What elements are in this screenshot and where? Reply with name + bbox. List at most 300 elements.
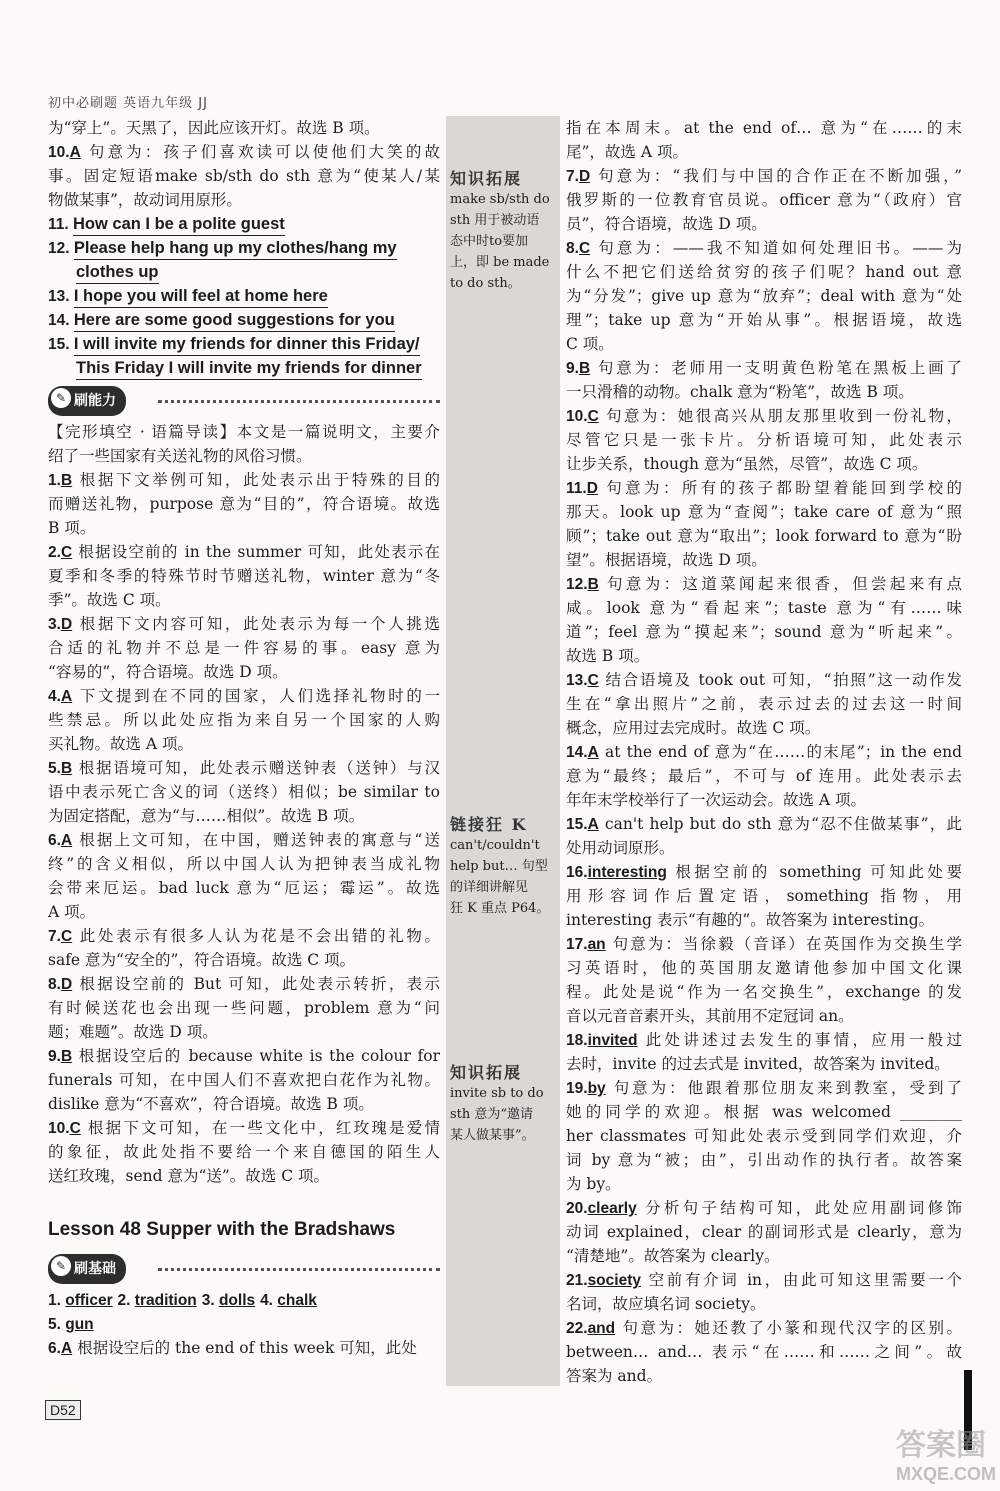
item-text: 此处表示有很多人认为花是不会出错的礼物。 — [72, 927, 440, 945]
item-text: 根据下文举例可知，此处表示出于特殊的目的 — [72, 471, 440, 489]
cloze-item-line — [48, 1116, 440, 1140]
cloze-item-line — [48, 732, 440, 756]
item-number: 3. — [201, 1292, 219, 1309]
item-text: 根据设空前的 in the summer 可知，此处表示在 — [72, 543, 440, 561]
cloze-item-line — [48, 1140, 440, 1164]
answer-item-line — [566, 596, 962, 620]
item-text: 一只滑稽的动物。chalk 意为“粉笔”，故选 B 项。 — [566, 383, 914, 401]
item-answer: A — [587, 816, 599, 833]
item-text: 根据语境可知，此处表示赠送钟表（送钟）与汉 — [72, 759, 440, 777]
note-line: 某人做某事”。 — [450, 1128, 535, 1143]
note-line: 狂 K 重点 P64。 — [450, 901, 550, 916]
item-text: 俄罗斯的一位教育官员说。officer 意为“（政府）官 — [566, 191, 962, 209]
answer-item-line — [566, 1340, 962, 1364]
answer-item-line — [566, 1220, 962, 1244]
answer-item-line — [566, 1364, 962, 1388]
item-text: 夏季和冬季的特殊节时节赠送礼物，winter 意为“冬 — [48, 567, 440, 585]
item-text: 根据下文可知，在一些文化中，红玫瑰是爱情 — [80, 1119, 440, 1137]
item-text: at the end of 意为“在……的末尾”；in the end — [598, 743, 962, 761]
sentence-answer-line — [48, 308, 440, 332]
item-text: 概念，应用过去完成时。故选 C 项。 — [566, 719, 821, 737]
answer-item-line — [566, 524, 962, 548]
item-number: 15. — [566, 816, 588, 833]
item-number: 6. — [48, 1340, 61, 1357]
sentence-answer: Here are some good suggestions for you — [74, 308, 395, 332]
margin-note-band — [446, 116, 560, 1386]
item-number: 22. — [566, 1320, 588, 1337]
cloze-item-line — [48, 636, 440, 660]
item-answer: chalk — [277, 1292, 317, 1309]
cloze-item-line — [48, 1092, 440, 1116]
item-text: 去时，invite 的过去式是 invited，故答案为 invited。 — [566, 1055, 950, 1073]
note-line: 的详细讲解见 — [450, 880, 529, 895]
cloze-item-line — [48, 1068, 440, 1092]
sentence-answer: This Friday I will invite my friends for dinner — [76, 356, 422, 380]
answer-item-line — [566, 380, 962, 404]
note-line: sth 用于被动语 — [450, 213, 540, 228]
item-text: 理”；take up 意为“开始从事”。根据语境，故选 — [566, 311, 962, 329]
item-text: 年年末学校举行了一次运动会。故选 A 项。 — [566, 791, 867, 809]
item-text: 终”的含义相似，所以中国人认为把钟表当成礼物 — [48, 855, 440, 873]
cloze-item-line — [48, 660, 440, 684]
item-number: 15. — [48, 336, 74, 353]
intro-line: 【完形填空 · 语篇导读】本文是一篇说明文，主要介 — [48, 423, 440, 441]
answer-item-line — [566, 164, 962, 188]
item-text: 为“穿上”。天黑了，因此应该开灯。故选 B 项。 — [48, 119, 380, 137]
item-answer: A — [69, 144, 81, 161]
item-number: 7. — [48, 928, 61, 945]
item-number: 13. — [48, 288, 74, 305]
basics-line — [48, 1336, 440, 1360]
item-answer: C — [587, 408, 599, 425]
sentence-answer: I hope you will feel at home here — [74, 284, 328, 308]
item-text: 根据设空后的 because white is the colour for — [72, 1047, 440, 1065]
basics-line — [48, 1312, 440, 1336]
item-text: 根据下文内容可知，此处表示为每一个人挑选 — [72, 615, 440, 633]
item-text: 那天。look up 意为“查阅”；take care of 意为“照 — [566, 503, 962, 521]
item-answer: interesting — [587, 864, 667, 881]
item-text: 事。固定短语make sb/sth do sth 意为“使某人/某 — [48, 167, 440, 185]
basics-line — [48, 1288, 440, 1312]
item-text: 物做某事”，故动词用原形。 — [48, 191, 242, 209]
item-answer: B — [587, 576, 599, 593]
item-text: 员”，符合语境，故选 D 项。 — [566, 215, 767, 233]
item-answer: C — [578, 240, 591, 257]
item-number: 3. — [48, 616, 61, 633]
section-title: 刷能力 — [74, 393, 116, 409]
item-text: 意为“最终；最后”，不可与 of 连用。此处表示去 — [566, 767, 962, 785]
note-line: can't/couldn't — [450, 838, 540, 853]
item-text: can't help but do sth 意为“忍不住做某事”，此 — [598, 815, 962, 833]
item-number: 12. — [566, 576, 588, 593]
intro-line: 绍了一些国家有关送礼物的风俗习惯。 — [48, 447, 312, 465]
item-text: 为 by。 — [566, 1175, 621, 1193]
item-text: 句意为：这道菜闻起来很香，但尝起来有点 — [598, 575, 962, 593]
answer-item-line — [566, 476, 962, 500]
section-header-ability — [48, 386, 440, 420]
item-text: 动词 explained，clear 的副词形式是 clearly，意为 — [566, 1223, 962, 1241]
item-text: 用形容词作后置定语，something 指物，用 — [566, 887, 962, 905]
sentence-answer: clothes up — [76, 260, 159, 284]
sentence-answer: I will invite my friends for dinner this Friday/ — [74, 332, 420, 356]
answer-item-line — [566, 1076, 962, 1100]
item-number: 4. — [260, 1292, 278, 1309]
item-text: C 项。 — [566, 335, 614, 353]
item-text: 句意为：她还教了小篆和现代汉字的区别。 — [615, 1319, 962, 1337]
cloze-item-line — [48, 900, 440, 924]
item-text: 有时候送花也会出现一些问题，problem 意为“问 — [48, 999, 440, 1017]
item-text: 为“分发”；give up 意为“放弃”；deal with 意为“处 — [566, 287, 962, 305]
answer-item-line — [566, 260, 962, 284]
answer-item-line — [566, 1004, 962, 1028]
item-answer: invited — [587, 1032, 638, 1049]
item-answer: C — [69, 1120, 81, 1137]
answer-item-line — [566, 1028, 962, 1052]
answer-item-line — [566, 1196, 962, 1220]
item-text: 句意为：所有的孩子都盼望着能回到学校的 — [597, 479, 962, 497]
item-text: funerals 可知，在中国人们不喜欢把白花作为礼物。 — [48, 1071, 440, 1089]
answer-item-line — [566, 212, 962, 236]
item-answer: A — [60, 832, 73, 849]
item-text: 语中表示死亡含义的词（送终）相似；be similar to — [48, 783, 440, 801]
running-header: 初中必刷题 英语九年级 JJ — [48, 96, 208, 111]
item-text: 尽管它只是一张卡片。分析语境可知，此处表示 — [566, 431, 962, 449]
watermark — [896, 1420, 996, 1485]
item-text: 咸。look 意为“看起来”；taste 意为“有……味 — [566, 599, 962, 617]
answer-item-line — [566, 188, 962, 212]
answer-item-line — [566, 548, 962, 572]
cloze-item-line — [48, 540, 440, 564]
answer-item-line — [566, 908, 962, 932]
item-text: 为固定搭配，意为“与……相似”。故选 B 项。 — [48, 807, 365, 825]
note-line: 态中时to要加 — [450, 234, 529, 249]
dotted-rule — [158, 1268, 440, 1271]
item-text: 句意为：她很高兴从朋友那里收到一份礼物， — [598, 407, 962, 425]
note-line: invite sb to do — [450, 1086, 544, 1101]
answer-item-line — [566, 980, 962, 1004]
answer-item-line — [566, 1124, 962, 1148]
cloze-item-line — [48, 828, 440, 852]
item-number: 21. — [566, 1272, 588, 1289]
answer-item-line — [566, 956, 962, 980]
item-text: 结合语境及 took out 可知，“拍照”这一动作发 — [598, 671, 962, 689]
section-title: 刷基础 — [74, 1261, 116, 1277]
answer-item-line — [566, 644, 962, 668]
item-text: 此处讲述过去发生的事情，应用一般过 — [637, 1031, 962, 1049]
sentence-answer-line — [48, 236, 440, 260]
item-text: 根据空前的 something 可知此处要 — [666, 863, 962, 881]
answer-item-line — [566, 236, 962, 260]
item-number: 17. — [566, 936, 588, 953]
item-text: B 项。 — [48, 519, 96, 537]
sentence-answer-line — [48, 212, 440, 236]
item-number: 11. — [566, 480, 587, 497]
answer-item-line — [566, 740, 962, 764]
item-text: between… and… 表示“在……和……之间”。故 — [566, 1343, 962, 1361]
answer-item-line — [566, 1148, 962, 1172]
cloze-item-line — [48, 804, 440, 828]
cloze-item-line — [48, 1020, 440, 1044]
sentence-answer-line — [48, 332, 440, 356]
item-number: 6. — [48, 832, 61, 849]
answer-item-line — [566, 884, 962, 908]
answer-item-line — [566, 620, 962, 644]
item-answer: C — [60, 544, 73, 561]
answer-item-line — [566, 668, 962, 692]
item-number: 9. — [48, 1048, 61, 1065]
item-number: 1. — [48, 1292, 66, 1309]
page-number: D52 — [45, 1400, 81, 1420]
answer-item-line — [566, 356, 962, 380]
item-number: 16. — [566, 864, 588, 881]
item-answer: A — [60, 688, 73, 705]
item-text: 下文提到在不同的国家，人们选择礼物时的一 — [72, 687, 440, 705]
item-answer: A — [587, 744, 599, 761]
note-line: sth 意为“邀请 — [450, 1107, 534, 1122]
right-column — [566, 116, 962, 1388]
text-line — [48, 140, 440, 164]
sentence-answer: Please help hang up my clothes/hang my — [74, 236, 397, 260]
note-line: to do sth。 — [450, 276, 521, 291]
watermark-url: MXQE.COM — [895, 1464, 996, 1484]
answer-item-line — [566, 428, 962, 452]
answer-item-line — [566, 1052, 962, 1076]
item-text: 顾”；take out 意为“取出”；look forward to 意为“盼 — [566, 527, 962, 545]
item-text: 根据上文可知，在中国，赠送钟表的寓意与“送 — [72, 831, 440, 849]
item-text: 题；难题”。故选 D 项。 — [48, 1023, 218, 1041]
item-text: 什么不把它们送给贫穷的孩子们呢？hand out 意 — [566, 263, 962, 281]
cloze-item-line — [48, 852, 440, 876]
item-number: 20. — [566, 1200, 588, 1217]
sentence-answer-line — [48, 260, 440, 284]
item-text: 的象征，故此处指不要给一个来自德国的陌生人 — [48, 1143, 440, 1161]
item-number: 14. — [48, 312, 74, 329]
cloze-item-line — [48, 492, 440, 516]
margin-note — [450, 814, 560, 919]
item-number: 11. — [48, 216, 73, 233]
item-number: 5. — [48, 760, 61, 777]
answer-item-line — [566, 1244, 962, 1268]
sentence-answer: How can I be a polite guest — [73, 212, 285, 236]
item-text: 处用动词原形。 — [566, 839, 675, 857]
cloze-item-line — [48, 1164, 440, 1188]
answer-item-line — [566, 1316, 962, 1340]
item-answer: A — [60, 1340, 73, 1357]
item-text: 生在“拿出照片”之前，表示过去的过去这一时间 — [566, 695, 962, 713]
item-answer: officer — [65, 1292, 113, 1309]
item-text: “清楚地”。故答案为 clearly。 — [566, 1247, 780, 1265]
item-text: 合适的礼物并不总是一件容易的事。easy 意为 — [48, 639, 440, 657]
cloze-item-line — [48, 708, 440, 732]
item-number: 12. — [48, 240, 74, 257]
item-answer: tradition — [134, 1292, 197, 1309]
answer-item-line — [566, 1292, 962, 1316]
answer-item-line — [566, 692, 962, 716]
item-text: 句意为：——我不知道如何处理旧书。——为 — [590, 239, 962, 257]
answer-item-line — [566, 284, 962, 308]
item-text: 空前有介词 in，由此可知这里需要一个 — [640, 1271, 962, 1289]
margin-note — [450, 168, 560, 294]
section-badge — [48, 386, 126, 416]
answer-item-line — [566, 788, 962, 812]
cloze-item-line — [48, 948, 440, 972]
item-answer: B — [60, 1048, 73, 1065]
item-number: 1. — [48, 472, 61, 489]
cloze-item-line — [48, 876, 440, 900]
note-title: 知识拓展 — [450, 1063, 523, 1082]
item-text: 让步关系，though 意为“虽然，尽管”，故选 C 项。 — [566, 455, 928, 473]
item-text: 买礼物。故选 A 项。 — [48, 735, 194, 753]
item-text: 句意为：他跟着那位朋友来到教室，受到了 — [605, 1079, 962, 1097]
note-title: 链接狂 K — [450, 815, 528, 834]
answer-item-line — [566, 716, 962, 740]
item-number: 8. — [566, 240, 579, 257]
item-number: 10. — [48, 1120, 70, 1137]
item-text: 词 by 意为“被；由”，引出动作的执行者。故答案 — [566, 1151, 962, 1169]
item-text: 句意为：当徐毅（音译）在英国作为交换生学 — [605, 935, 962, 953]
answer-item-line — [566, 308, 962, 332]
item-answer: D — [578, 168, 591, 185]
cloze-item-line — [48, 684, 440, 708]
cloze-item-line — [48, 756, 440, 780]
lesson-title: Lesson 48 Supper with the Bradshaws — [48, 1219, 396, 1240]
item-number: 4. — [48, 688, 61, 705]
brush-icon: ✎ — [51, 388, 71, 408]
item-answer: society — [587, 1272, 641, 1289]
item-number: 14. — [566, 744, 588, 761]
note-line: make sb/sth do — [450, 192, 550, 207]
item-text: 音以元音音素开头，其前用不定冠词 an。 — [566, 1007, 854, 1025]
item-number: 10. — [48, 144, 70, 161]
answer-item-line — [566, 1100, 962, 1124]
section-header-basics — [48, 1254, 440, 1288]
note-title: 知识拓展 — [450, 169, 523, 188]
item-answer: clearly — [587, 1200, 637, 1217]
note-line: help but… 句型 — [450, 859, 548, 874]
answer-item-line — [566, 1172, 962, 1196]
item-text: 句意为：老师用一支明黄色粉笔在黑板上画了 — [590, 359, 962, 377]
item-text: 根据设空后的 the end of this week 可知，此处 — [72, 1339, 417, 1357]
answer-item-line — [566, 836, 962, 860]
item-text: 名词，故应填名词 society。 — [566, 1295, 766, 1313]
item-number: 5. — [48, 1316, 66, 1333]
cloze-item-line — [48, 612, 440, 636]
item-text: 程。此处是说“作为一名交换生”，exchange 的发 — [566, 983, 962, 1001]
item-answer: D — [60, 976, 73, 993]
item-text: “容易的”，符合语境。故选 D 项。 — [48, 663, 288, 681]
item-text: interesting 表示“有趣的”。故答案为 interesting。 — [566, 911, 935, 929]
answer-item-line — [566, 572, 962, 596]
cloze-item-line — [48, 468, 440, 492]
item-answer: D — [586, 480, 598, 497]
item-text: dislike 意为“不喜欢”，符合语境。故选 B 项。 — [48, 1095, 374, 1113]
item-text: 句意为：“我们与中国的合作正在不断加强，” — [590, 167, 962, 185]
answer-item-line — [566, 452, 962, 476]
sentence-answer-line — [48, 356, 440, 380]
item-text: 而赠送礼物，purpose 意为“目的”，符合语境。故选 — [48, 495, 440, 513]
item-answer: gun — [65, 1316, 94, 1333]
text-line: 尾”，故选 A 项。 — [566, 143, 688, 161]
brush-icon: ✎ — [51, 1256, 71, 1276]
item-text: 句意为：孩子们喜欢读可以使他们大笑的故 — [80, 143, 440, 161]
cloze-item-line — [48, 564, 440, 588]
text-line — [48, 164, 440, 188]
item-text: 些禁忌。所以此处应指为来自另一个国家的人购 — [48, 711, 440, 729]
answer-item-line — [566, 1268, 962, 1292]
cloze-item-line — [48, 924, 440, 948]
item-number: 7. — [566, 168, 579, 185]
item-text: 道”；feel 意为“摸起来”；sound 意为“听起来”。 — [566, 623, 962, 641]
item-text: A 项。 — [48, 903, 96, 921]
item-text: 她的同学的欢迎。根据 was welcomed ________ — [566, 1103, 962, 1121]
dotted-rule — [158, 400, 440, 403]
item-answer: B — [60, 760, 73, 777]
cloze-item-line — [48, 996, 440, 1020]
item-answer: dolls — [218, 1292, 256, 1309]
item-answer: C — [60, 928, 73, 945]
item-number: 19. — [566, 1080, 588, 1097]
item-answer: B — [60, 472, 73, 489]
item-number: 2. — [48, 544, 61, 561]
item-text: 答案为 and。 — [566, 1367, 663, 1385]
cloze-item-line — [48, 1044, 440, 1068]
item-number: 13. — [566, 672, 588, 689]
answer-item-line — [566, 932, 962, 956]
item-text: 分析句子结构可知，此处应用副词修饰 — [636, 1199, 962, 1217]
answer-item-line — [566, 860, 962, 884]
item-text: her classmates 可知此处表示受到同学们欢迎，介 — [566, 1127, 962, 1145]
item-answer: C — [587, 672, 599, 689]
cloze-item-line — [48, 516, 440, 540]
item-text: safe 意为“安全的”，符合语境。故选 C 项。 — [48, 951, 356, 969]
item-answer: D — [60, 616, 73, 633]
answer-item-line — [566, 332, 962, 356]
note-line: 上，即 be made — [450, 255, 550, 270]
item-text: 根据设空前的 But 可知，此处表示转折，表示 — [72, 975, 440, 993]
watermark-logo: 答案圈 — [895, 1429, 986, 1462]
item-text: 季”。故选 C 项。 — [48, 591, 171, 609]
cloze-item-line — [48, 588, 440, 612]
item-answer: by — [587, 1080, 606, 1097]
item-number: 2. — [117, 1292, 135, 1309]
margin-note — [450, 1062, 560, 1146]
item-number: 10. — [566, 408, 588, 425]
item-number: 18. — [566, 1032, 588, 1049]
left-column — [48, 116, 440, 1360]
answer-item-line — [566, 404, 962, 428]
item-text: 故选 B 项。 — [566, 647, 650, 665]
sentence-answer-line — [48, 284, 440, 308]
text-line — [48, 116, 440, 140]
text-line: 指在本周末。at the end of… 意为“在……的末 — [566, 119, 962, 137]
item-text: 送红玫瑰，send 意为“送”。故选 C 项。 — [48, 1167, 330, 1185]
item-answer: an — [587, 936, 606, 953]
text-line — [48, 188, 440, 212]
item-answer: B — [578, 360, 591, 377]
item-number: 9. — [566, 360, 579, 377]
item-answer: and — [587, 1320, 616, 1337]
item-text: 会带来厄运。bad luck 意为“厄运；霉运”。故选 — [48, 879, 440, 897]
item-text: 望”。根据语境，故选 D 项。 — [566, 551, 767, 569]
answer-item-line — [566, 764, 962, 788]
cloze-item-line — [48, 972, 440, 996]
cloze-item-line — [48, 780, 440, 804]
item-number: 8. — [48, 976, 61, 993]
answer-item-line — [566, 500, 962, 524]
section-badge — [48, 1254, 126, 1284]
answer-item-line — [566, 812, 962, 836]
item-text: 习英语时，他的英国朋友邀请他参加中国文化课 — [566, 959, 962, 977]
